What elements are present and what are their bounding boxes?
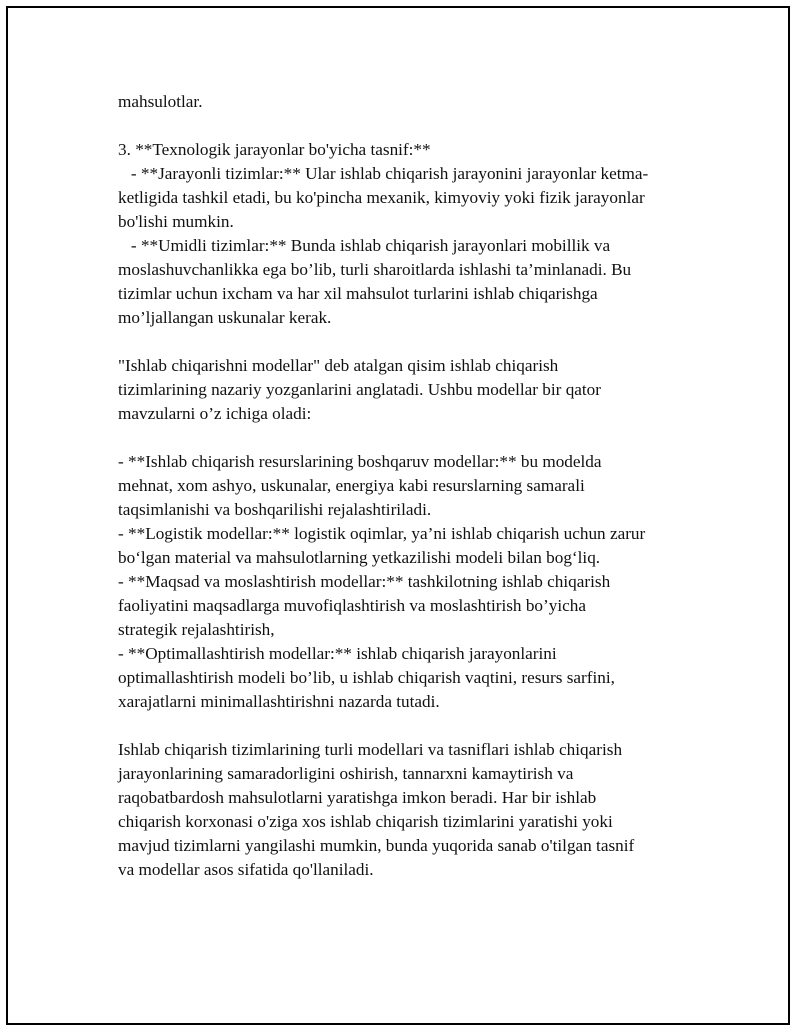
- blank-line: [118, 114, 698, 138]
- text-line: Ishlab chiqarish tizimlarining turli modellari va tasniflari ishlab chiqarish: [118, 740, 623, 759]
- text-line: bo‘lgan material va mahsulotlarning yetkazilishi modeli bilan bog‘liq.: [118, 548, 601, 567]
- text-line: chiqarish korxonasi o'ziga xos ishlab chiqarish tizimlarini yaratishi yoki: [118, 812, 613, 831]
- text-line: - **Jarayonli tizimlar:** Ular ishlab chiqarish jarayonini jarayonlar ketma-: [118, 164, 649, 183]
- list-item: - **Maqsad va moslashtirish modellar:** tashkilotning ishlab chiqarish: [118, 572, 611, 591]
- text-line: faoliyatini maqsadlarga muvofiqlashtirish va moslashtirish bo’yicha: [118, 596, 586, 615]
- blank-line: [118, 714, 698, 738]
- blank-line: [118, 330, 698, 354]
- text-line: tizimlarining nazariy yozganlarini anglatadi. Ushbu modellar bir qator: [118, 380, 602, 399]
- text-line: moslashuvchanlikka ega bo’lib, turli sharoitlarda ishlashi ta’minlanadi. Bu: [118, 260, 632, 279]
- list-item: - **Ishlab chiqarish resurslarining boshqaruv modellar:** bu modelda: [118, 452, 602, 471]
- list-item: - **Logistik modellar:** logistik oqimlar, ya’ni ishlab chiqarish uchun zarur: [118, 524, 646, 543]
- text-line: optimallashtirish modeli bo’lib, u ishlab chiqarish vaqtini, resurs sarfini,: [118, 668, 615, 687]
- text-line: taqsimlanishi va boshqarilishi rejalashtiriladi.: [118, 500, 432, 519]
- document-body: [118, 90, 698, 882]
- text-line: raqobatbardosh mahsulotlarni yaratishga imkon beradi. Har bir ishlab: [118, 788, 597, 807]
- text-line: mavjud tizimlarni yangilashi mumkin, bunda yuqorida sanab o'tilgan tasnif: [118, 836, 635, 855]
- text-line: mo’ljallangan uskunalar kerak.: [118, 308, 332, 327]
- text-line: mehnat, xom ashyo, uskunalar, energiya kabi resurslarning samarali: [118, 476, 585, 495]
- text-line: tizimlar uchun ixcham va har xil mahsulot turlarini ishlab chiqarishga: [118, 284, 598, 303]
- text-line: mahsulotlar.: [118, 92, 203, 111]
- text-line: - **Umidli tizimlar:** Bunda ishlab chiqarish jarayonlari mobillik va: [118, 236, 611, 255]
- text-line: va modellar asos sifatida qo'llaniladi.: [118, 860, 374, 879]
- text-line: bo'lishi mumkin.: [118, 212, 234, 231]
- text-line: mavzularni o’z ichiga oladi:: [118, 404, 312, 423]
- text-line: xarajatlarni minimallashtirishni nazarda tutadi.: [118, 692, 440, 711]
- text-line: ketligida tashkil etadi, bu ko'pincha mexanik, kimyoviy yoki fizik jarayonlar: [118, 188, 645, 207]
- text-line: "Ishlab chiqarishni modellar" deb atalgan qisim ishlab chiqarish: [118, 356, 559, 375]
- section-heading: 3. **Texnologik jarayonlar bo'yicha tasnif:**: [118, 140, 431, 159]
- blank-line: [118, 426, 698, 450]
- text-line: strategik rejalashtirish,: [118, 620, 275, 639]
- list-item: - **Optimallashtirish modellar:** ishlab chiqarish jarayonlarini: [118, 644, 557, 663]
- text-line: jarayonlarining samaradorligini oshirish, tannarxni kamaytirish va: [118, 764, 574, 783]
